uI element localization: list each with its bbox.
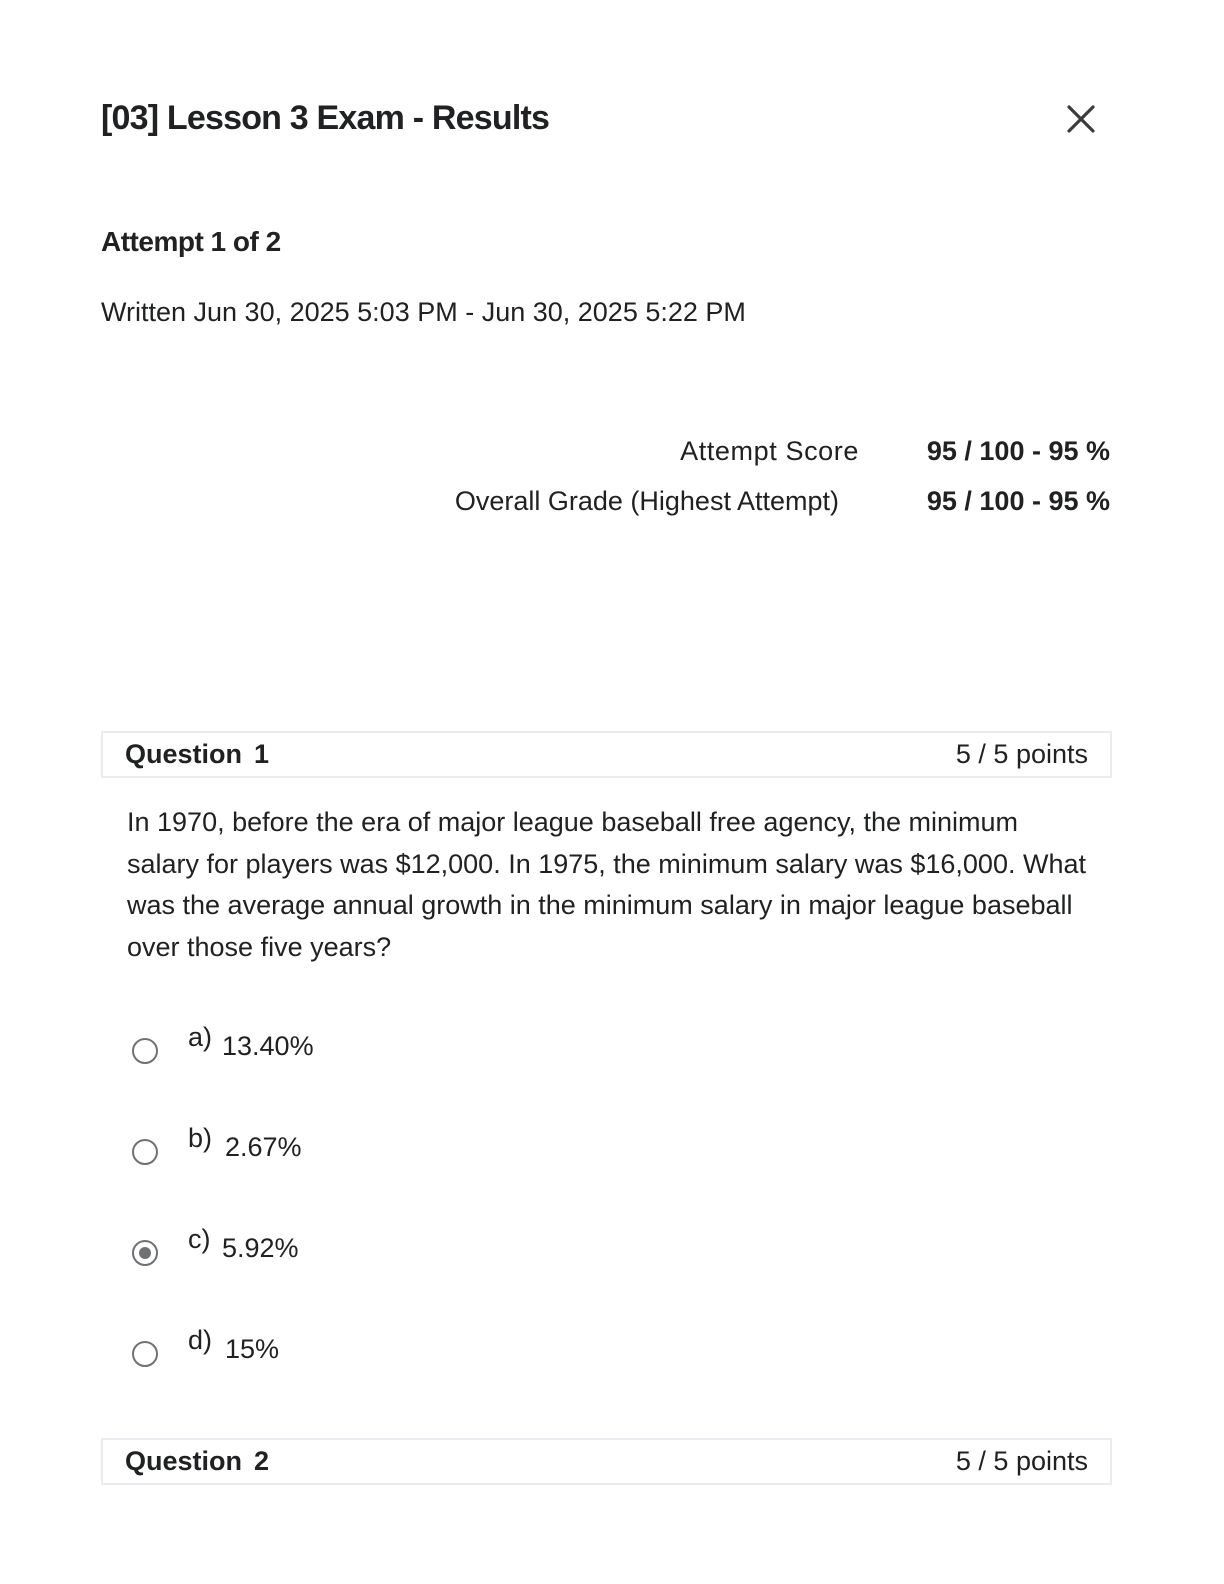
question-1-title — [125, 733, 269, 776]
question-label: Question — [125, 739, 243, 769]
radio-unselected-icon[interactable] — [132, 1139, 158, 1165]
radio-unselected-icon[interactable] — [132, 1038, 158, 1064]
option-letter: c) — [188, 1224, 211, 1254]
attempt-heading: Attempt 1 of 2 — [101, 226, 281, 257]
attempt-score-value: 95 / 100 - 95 % — [926, 436, 1110, 466]
page-title: [03] Lesson 3 Exam - Results — [101, 99, 550, 137]
option-d[interactable] — [132, 1323, 532, 1363]
radio-unselected-icon[interactable] — [132, 1341, 158, 1367]
option-letter: a) — [188, 1022, 213, 1052]
question-2-points: 5 / 5 points — [955, 1446, 1088, 1476]
option-c[interactable] — [132, 1222, 532, 1262]
question-1-header — [101, 731, 1112, 778]
option-text: 5.92% — [222, 1233, 299, 1263]
option-text: 15% — [225, 1334, 280, 1364]
question-label: Question — [125, 1446, 243, 1476]
option-letter: b) — [188, 1123, 213, 1153]
close-icon — [1061, 99, 1101, 139]
question-number: 2 — [254, 1446, 270, 1476]
option-a[interactable] — [132, 1020, 532, 1060]
option-text: 2.67% — [225, 1132, 302, 1162]
question-number: 1 — [254, 739, 270, 769]
question-2-header — [101, 1438, 1112, 1485]
radio-selected-icon[interactable] — [132, 1240, 158, 1266]
overall-grade-label: Overall Grade (Highest Attempt) — [454, 486, 839, 516]
question-1-text: In 1970, before the era of major league baseball free agency, the minimum salary for players was $12,000. In 1975, the minimum salary was $16,000. What was the average annual growth in the minimum salary in major league baseball over those five years? — [127, 807, 1086, 962]
close-button[interactable] — [1061, 99, 1101, 139]
option-text: 13.40% — [222, 1031, 314, 1061]
question-2-title — [125, 1440, 269, 1483]
attempt-score-row — [680, 434, 1110, 468]
overall-grade-value: 95 / 100 - 95 % — [926, 486, 1110, 516]
written-timestamp: Written Jun 30, 2025 5:03 PM - Jun 30, 2025 5:22 PM — [101, 297, 746, 327]
overall-grade-row — [455, 484, 1110, 518]
option-b[interactable] — [132, 1121, 532, 1161]
attempt-score-label: Attempt Score — [680, 436, 859, 466]
question-1-points: 5 / 5 points — [955, 739, 1088, 769]
option-letter: d) — [188, 1325, 213, 1355]
